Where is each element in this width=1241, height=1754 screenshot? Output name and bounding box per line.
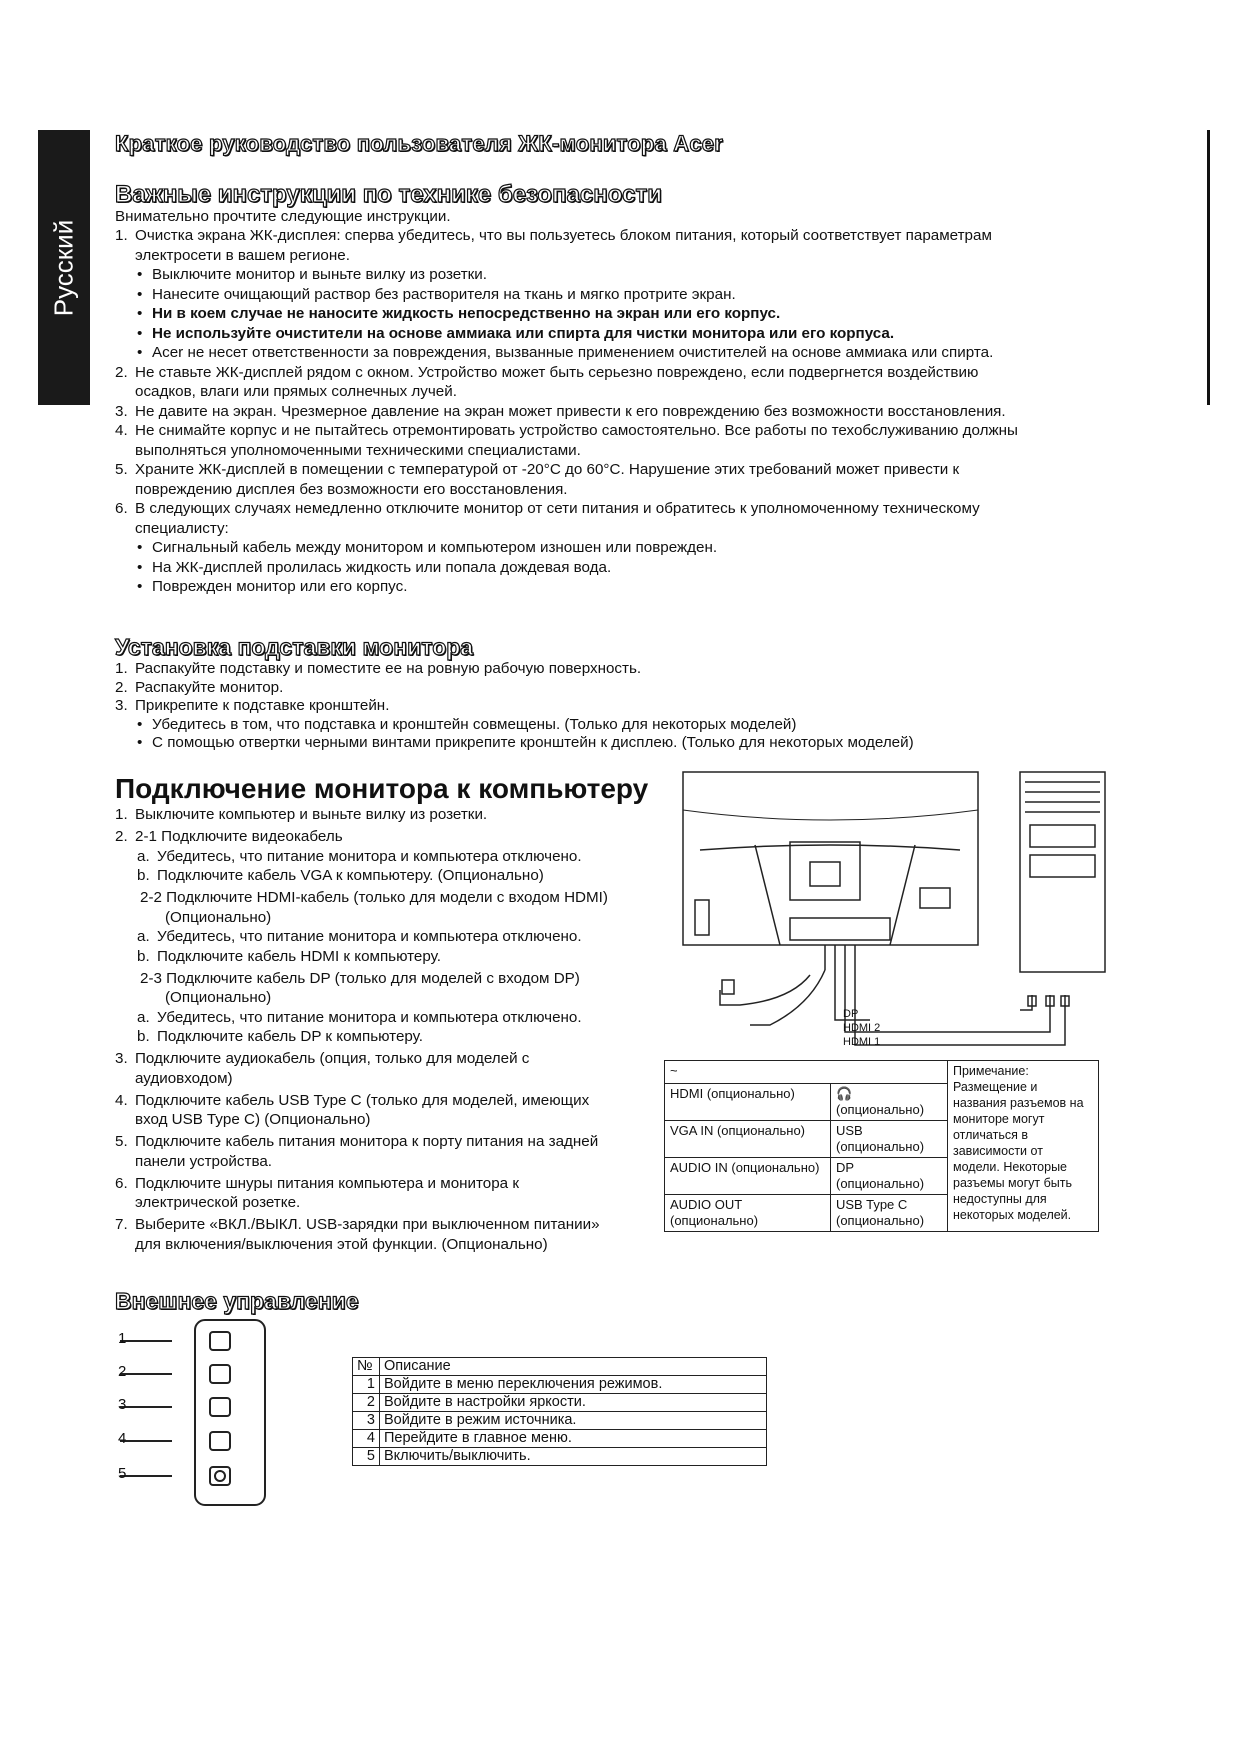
list-marker: • <box>137 305 143 322</box>
list-marker: 4. <box>115 422 128 439</box>
right-margin-rule <box>1207 130 1210 405</box>
port-hdmi: HDMI (опционально) <box>665 1084 831 1121</box>
control-number: 3 <box>353 1412 380 1430</box>
control-number: 2 <box>353 1394 380 1412</box>
port-note: Примечание: Размещение и названия разъемов на мониторе могут отличаться в зависимости от модели. Некоторые разъемы могут быть недоступны для некоторых моделей. <box>948 1061 1099 1232</box>
list-text: В следующих случаях немедленно отключите монитор от сети питания и обратитесь к уполномоченному техническому <box>135 500 980 517</box>
control-number: 4 <box>353 1430 380 1448</box>
safety-list <box>115 227 1205 607</box>
list-text: Не ставьте ЖК-дисплей рядом с окном. Устройство может быть серьезно повреждено, если подвергнется воздействию <box>135 363 979 381</box>
list-marker: 6. <box>115 500 128 517</box>
port-panel <box>790 918 890 940</box>
list-text: Подключите кабель питания монитора к порту питания на задней <box>135 1133 599 1150</box>
diagram-label-dp: DP <box>843 1008 859 1020</box>
port-usb: USB (опционально) <box>831 1121 948 1158</box>
list-text: Прикрепите к подставке кронштейн. <box>135 697 390 714</box>
list-marker: b. <box>137 1028 150 1045</box>
list-text: Убедитесь, что питание монитора и компьютера отключено. <box>157 1008 582 1026</box>
port-usbc: USB Type C (опционально) <box>831 1195 948 1232</box>
button-panel-drawing <box>120 1318 270 1508</box>
key-number-label: 5 <box>118 1465 127 1482</box>
list-marker: • <box>137 266 143 283</box>
list-marker: 3. <box>115 402 128 420</box>
list-text: С помощью отвертки черными винтами прикрепите кронштейн к дисплею. (Только для некоторых моделей) <box>152 734 914 751</box>
port-headphone-label: (опционально) <box>836 1102 925 1117</box>
port-audio-in: AUDIO IN (опционально) <box>665 1158 831 1195</box>
list-marker: 7. <box>115 1216 128 1233</box>
stand-mount <box>790 842 860 900</box>
controls-heading: Внешнее управление <box>115 1288 359 1314</box>
list-text: (Опционально) <box>165 989 272 1006</box>
list-marker: a. <box>137 1008 150 1026</box>
control-number: 1 <box>353 1376 380 1394</box>
control-number: 5 <box>353 1448 380 1466</box>
safety-heading: Важные инструкции по технике безопасности <box>115 181 662 208</box>
key-number-label: 4 <box>118 1430 127 1447</box>
list-text: электрической розетке. <box>135 1194 301 1211</box>
list-marker: 1. <box>115 227 128 244</box>
list-text: Очистка экрана ЖК-дисплея: сперва убедитесь, что вы пользуетесь блоком питания, который соответствует параметрам <box>135 227 992 244</box>
list-text: Убедитесь, что питание монитора и компьютера отключено. <box>157 847 582 865</box>
port-audio-out: AUDIO OUT (опционально) <box>665 1195 831 1232</box>
list-marker: • <box>137 558 143 576</box>
button-panel-figure <box>120 1318 270 1508</box>
port-cell-tilde: ~ <box>665 1061 948 1084</box>
list-text: специалисту: <box>135 519 229 537</box>
list-text: Подключите кабель VGA к компьютеру. (Опционально) <box>157 867 544 884</box>
list-text: Убедитесь в том, что подставка и кронштейн совмещены. (Только для некоторых моделей) <box>152 715 797 733</box>
table-row <box>353 1394 767 1412</box>
list-marker: • <box>137 324 143 342</box>
list-text: электросети в вашем регионе. <box>135 246 350 264</box>
list-text: На ЖК-дисплей пролилась жидкость или попала дождевая вода. <box>152 558 612 576</box>
list-marker: a. <box>137 847 150 865</box>
port-table <box>664 1060 1099 1232</box>
list-text: панели устройства. <box>135 1152 273 1170</box>
safety-intro: Внимательно прочтите следующие инструкции. <box>115 208 451 225</box>
port-vga: VGA IN (опционально) <box>665 1121 831 1158</box>
list-marker: 2. <box>115 363 128 381</box>
list-marker: b. <box>137 867 150 884</box>
language-side-tab <box>38 130 90 405</box>
key-number-label: 3 <box>118 1396 127 1413</box>
table-row <box>353 1430 767 1448</box>
list-marker: 2. <box>115 828 128 845</box>
controls-header-desc: Описание <box>380 1358 767 1376</box>
list-marker: 4. <box>115 1091 128 1109</box>
list-text: аудиовходом) <box>135 1069 233 1087</box>
control-description: Войдите в режим источника. <box>380 1412 767 1430</box>
list-marker: • <box>137 285 143 303</box>
list-text: Сигнальный кабель между монитором и компьютером изношен или поврежден. <box>152 539 718 556</box>
list-marker: b. <box>137 947 150 965</box>
list-text: выполняться уполномоченными техническими специалистами. <box>135 441 581 459</box>
list-text: Подключите шнуры питания компьютера и монитора к <box>135 1174 519 1192</box>
list-marker: • <box>137 715 143 733</box>
list-marker: 6. <box>115 1174 128 1192</box>
list-marker: • <box>137 734 143 751</box>
list-marker: a. <box>137 928 150 945</box>
list-text: Подключите аудиокабель (опция, только для моделей с <box>135 1050 530 1067</box>
list-text: Ни в коем случае не наносите жидкость непосредственно на экран или его корпус. <box>152 305 781 322</box>
list-text: Подключите кабель DP к компьютеру. <box>157 1028 423 1045</box>
diagram-label-hdmi1: HDMI 1 <box>843 1036 881 1048</box>
list-text: Не используйте очистители на основе аммиака или спирта для чистки монитора или его корпуса. <box>152 324 895 342</box>
control-description: Войдите в меню переключения режимов. <box>380 1376 767 1394</box>
table-row <box>353 1412 767 1430</box>
diagram-label-hdmi2: HDMI 2 <box>843 1022 881 1034</box>
list-text: Acer не несет ответственности за повреждения, вызванные применением очистителей на основе аммиака или спирта. <box>152 344 994 361</box>
list-text: Выключите компьютер и выньте вилку из розетки. <box>135 806 488 823</box>
list-marker: • <box>137 344 143 361</box>
list-text: 2-1 Подключите видеокабель <box>135 828 343 845</box>
monitor-back-outline <box>683 772 978 945</box>
port-headphone <box>831 1084 948 1121</box>
list-marker: 5. <box>115 461 128 478</box>
list-text: Распакуйте подставку и поместите ее на ровную рабочую поверхность. <box>135 660 642 677</box>
list-marker: • <box>137 578 143 595</box>
list-text: для включения/выключения этой функции. (Опционально) <box>135 1235 548 1253</box>
list-marker: • <box>137 539 143 556</box>
table-row <box>353 1376 767 1394</box>
list-marker: 2. <box>115 678 128 696</box>
controls-header-no: № <box>353 1358 380 1376</box>
list-text: повреждению дисплея без возможности его восстановления. <box>135 480 568 498</box>
list-text: Выключите монитор и выньте вилку из розетки. <box>152 266 488 283</box>
connection-diagram <box>660 770 1110 1055</box>
list-text: Нанесите очищающий раствор без растворителя на ткань и мягко протрите экран. <box>152 285 736 303</box>
list-text: вход USB Type C) (Опционально) <box>135 1111 371 1128</box>
list-text: Распакуйте монитор. <box>135 678 284 696</box>
list-marker: 5. <box>115 1133 128 1150</box>
list-text: (Опционально) <box>165 908 272 926</box>
list-text: Поврежден монитор или его корпус. <box>152 578 408 595</box>
list-text: Храните ЖК-дисплей в помещении с температурой от -20°C до 60°C. Нарушение этих требований может привести к <box>135 461 960 478</box>
list-marker: 3. <box>115 697 128 714</box>
list-text: Не давите на экран. Чрезмерное давление на экран может привести к его повреждению без возможности восстановления. <box>135 402 1006 420</box>
connect-heading: Подключение монитора к компьютеру <box>115 773 649 804</box>
port-dp: DP (опционально) <box>831 1158 948 1195</box>
list-text: Убедитесь, что питание монитора и компьютера отключено. <box>157 928 582 945</box>
headphone-icon: 🎧 <box>836 1086 853 1101</box>
list-text: Подключите кабель HDMI к компьютеру. <box>157 947 441 965</box>
key-number-label: 2 <box>118 1363 127 1380</box>
language-label: Русский <box>48 219 79 316</box>
controls-table <box>352 1357 767 1466</box>
connect-list <box>115 806 675 1276</box>
list-text: Не снимайте корпус и не пытайтесь отремонтировать устройство самостоятельно. Все работы по техобслуживанию должны <box>135 422 1018 439</box>
stand-list <box>115 660 1115 760</box>
table-row <box>353 1448 767 1466</box>
list-text: Выберите «ВКЛ./ВЫКЛ. USB-зарядки при выключенном питании» <box>135 1216 600 1233</box>
list-marker: 3. <box>115 1050 128 1067</box>
control-description: Перейдите в главное меню. <box>380 1430 767 1448</box>
list-marker: 1. <box>115 806 128 823</box>
control-description: Включить/выключить. <box>380 1448 767 1466</box>
stand-heading: Установка подставки монитора <box>115 634 474 660</box>
list-marker: 1. <box>115 660 128 677</box>
document-title: Краткое руководство пользователя ЖК-монитора Acer <box>115 131 723 156</box>
list-text: Подключите кабель USB Type C (только для моделей, имеющих <box>135 1091 590 1109</box>
list-text: 2-3 Подключите кабель DP (только для моделей с входом DP) <box>140 969 580 987</box>
list-text: осадков, влаги или прямых солнечных лучей. <box>135 383 457 400</box>
control-description: Войдите в настройки яркости. <box>380 1394 767 1412</box>
list-text: 2-2 Подключите HDMI-кабель (только для модели с входом HDMI) <box>140 889 608 906</box>
side-buttons <box>695 900 709 935</box>
key-number-label: 1 <box>118 1330 127 1347</box>
